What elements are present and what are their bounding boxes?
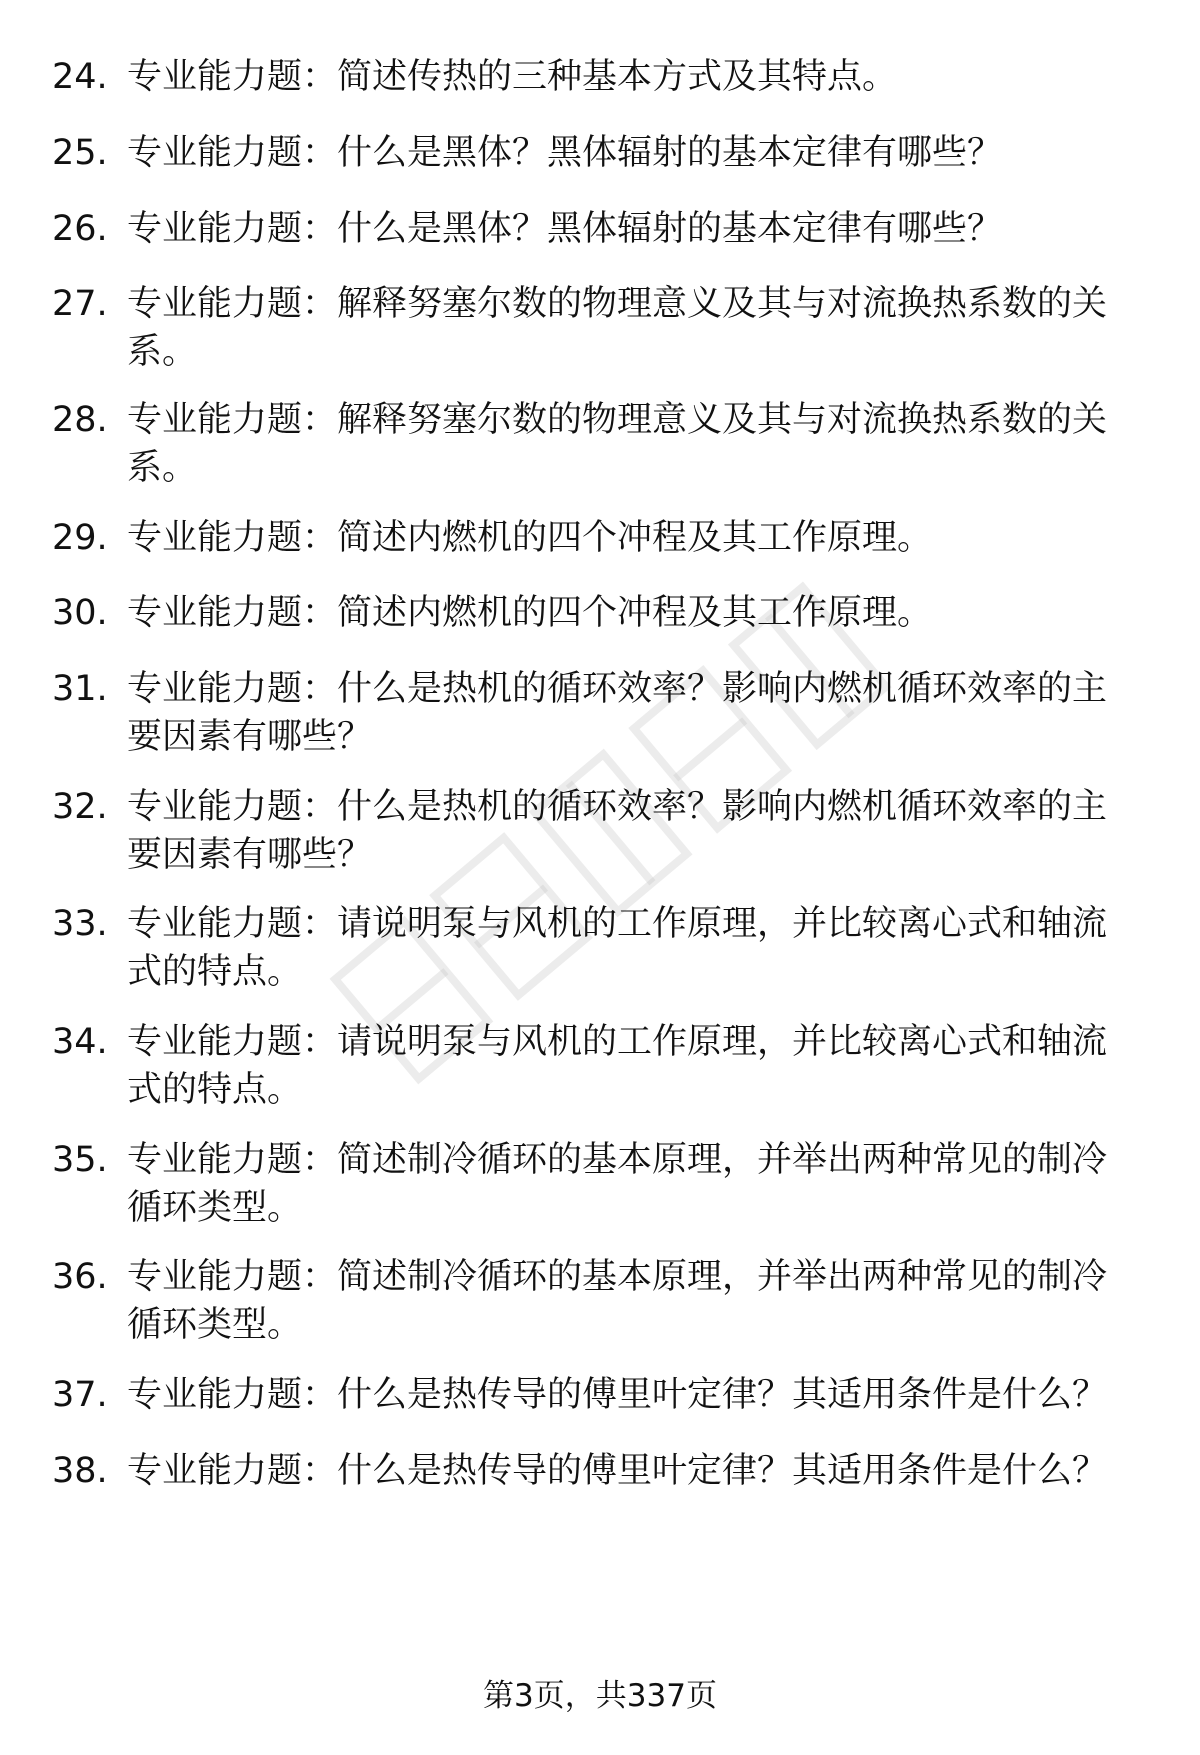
- question-line: 专业能力题：简述传热的三种基本方式及其特点。: [127, 57, 898, 97]
- question-text: [127, 1136, 1152, 1232]
- question-number: 29.: [52, 518, 108, 558]
- question-line: 专业能力题：解释努塞尔数的物理意义及其与对流换热系数的关: [127, 400, 1108, 440]
- question-line: 专业能力题：简述制冷循环的基本原理，并举出两种常见的制冷: [127, 1257, 1108, 1297]
- question-number: 31.: [52, 669, 108, 709]
- question-number: 32.: [52, 787, 108, 827]
- question-text: [127, 1447, 1152, 1495]
- question-line: 专业能力题：什么是热传导的傅里叶定律？其适用条件是什么？: [127, 1451, 1108, 1491]
- question-line: 专业能力题：什么是黑体？黑体辐射的基本定律有哪些？: [127, 209, 1003, 249]
- question-text: [127, 280, 1152, 376]
- question-line: 专业能力题：简述制冷循环的基本原理，并举出两种常见的制冷: [127, 1140, 1108, 1180]
- question-text: [127, 514, 1152, 562]
- question-number: 35.: [52, 1140, 108, 1180]
- question-line: 专业能力题：请说明泵与风机的工作原理，并比较离心式和轴流: [127, 904, 1108, 944]
- question-number: 24.: [52, 57, 108, 97]
- question-line: 式的特点。: [127, 952, 303, 992]
- question-number: 27.: [52, 284, 108, 324]
- question-text: [127, 665, 1152, 761]
- question-text: [127, 396, 1152, 492]
- question-line: 要因素有哪些？: [127, 717, 373, 757]
- question-line: 专业能力题：简述内燃机的四个冲程及其工作原理。: [127, 593, 933, 633]
- question-line: 要因素有哪些？: [127, 835, 373, 875]
- question-line: 专业能力题：请说明泵与风机的工作原理，并比较离心式和轴流: [127, 1022, 1108, 1062]
- question-line: 专业能力题：什么是热传导的傅里叶定律？其适用条件是什么？: [127, 1375, 1108, 1415]
- question-number: 33.: [52, 904, 108, 944]
- question-number: 34.: [52, 1022, 108, 1062]
- question-text: [127, 53, 1152, 101]
- question-text: [127, 1371, 1152, 1419]
- question-number: 36.: [52, 1257, 108, 1297]
- question-text: [127, 589, 1152, 637]
- question-number: 30.: [52, 593, 108, 633]
- question-text: [127, 1018, 1152, 1114]
- question-line: 专业能力题：什么是热机的循环效率？影响内燃机循环效率的主: [127, 669, 1108, 709]
- question-line: 式的特点。: [127, 1070, 303, 1110]
- question-text: [127, 900, 1152, 996]
- question-line: 循环类型。: [127, 1305, 303, 1345]
- question-number: 37.: [52, 1375, 108, 1415]
- question-line: 系。: [127, 332, 198, 372]
- question-number: 25.: [52, 133, 108, 173]
- question-line: 循环类型。: [127, 1188, 303, 1228]
- question-number: 28.: [52, 400, 108, 440]
- question-line: 系。: [127, 448, 198, 488]
- question-line: 专业能力题：什么是黑体？黑体辐射的基本定律有哪些？: [127, 133, 1003, 173]
- question-line: 专业能力题：什么是热机的循环效率？影响内燃机循环效率的主: [127, 787, 1108, 827]
- page-number-footer: 第3页，共337页: [483, 1678, 717, 1714]
- question-number: 26.: [52, 209, 108, 249]
- question-text: [127, 129, 1152, 177]
- question-text: [127, 205, 1152, 253]
- question-text: [127, 783, 1152, 879]
- question-number: 38.: [52, 1451, 108, 1491]
- question-line: 专业能力题：简述内燃机的四个冲程及其工作原理。: [127, 518, 933, 558]
- question-text: [127, 1253, 1152, 1349]
- question-line: 专业能力题：解释努塞尔数的物理意义及其与对流换热系数的关: [127, 284, 1108, 324]
